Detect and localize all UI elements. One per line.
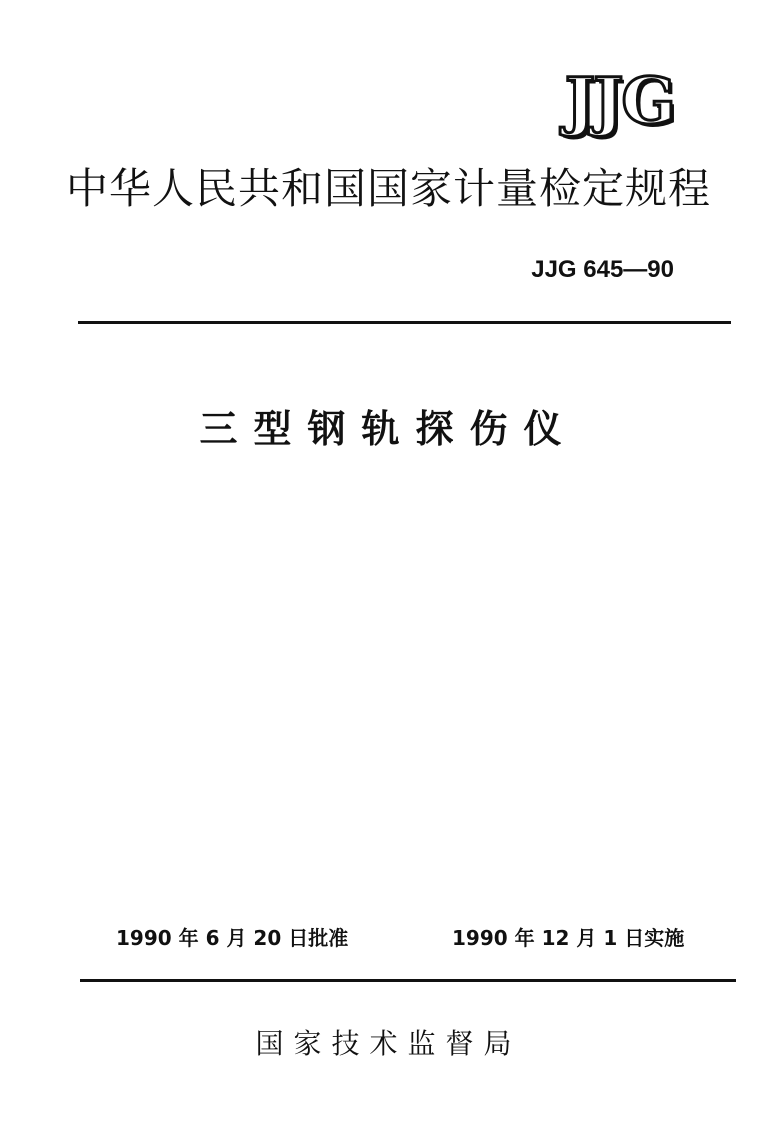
publisher: 国家技术监督局 xyxy=(255,1027,522,1060)
jjg-logo: JJG xyxy=(564,64,674,139)
document-title: 三型钢轨探伤仪 xyxy=(199,407,578,451)
approval-date: 1990 年 6 月 20 日批准 xyxy=(116,926,349,950)
top-divider xyxy=(78,321,731,324)
effective-date: 1990 年 12 月 1 日实施 xyxy=(452,926,685,950)
standard-code: JJG 645—90 xyxy=(531,256,674,283)
bottom-divider xyxy=(80,979,736,982)
series-title: 中华人民共和国国家计量检定规程 xyxy=(65,164,711,213)
